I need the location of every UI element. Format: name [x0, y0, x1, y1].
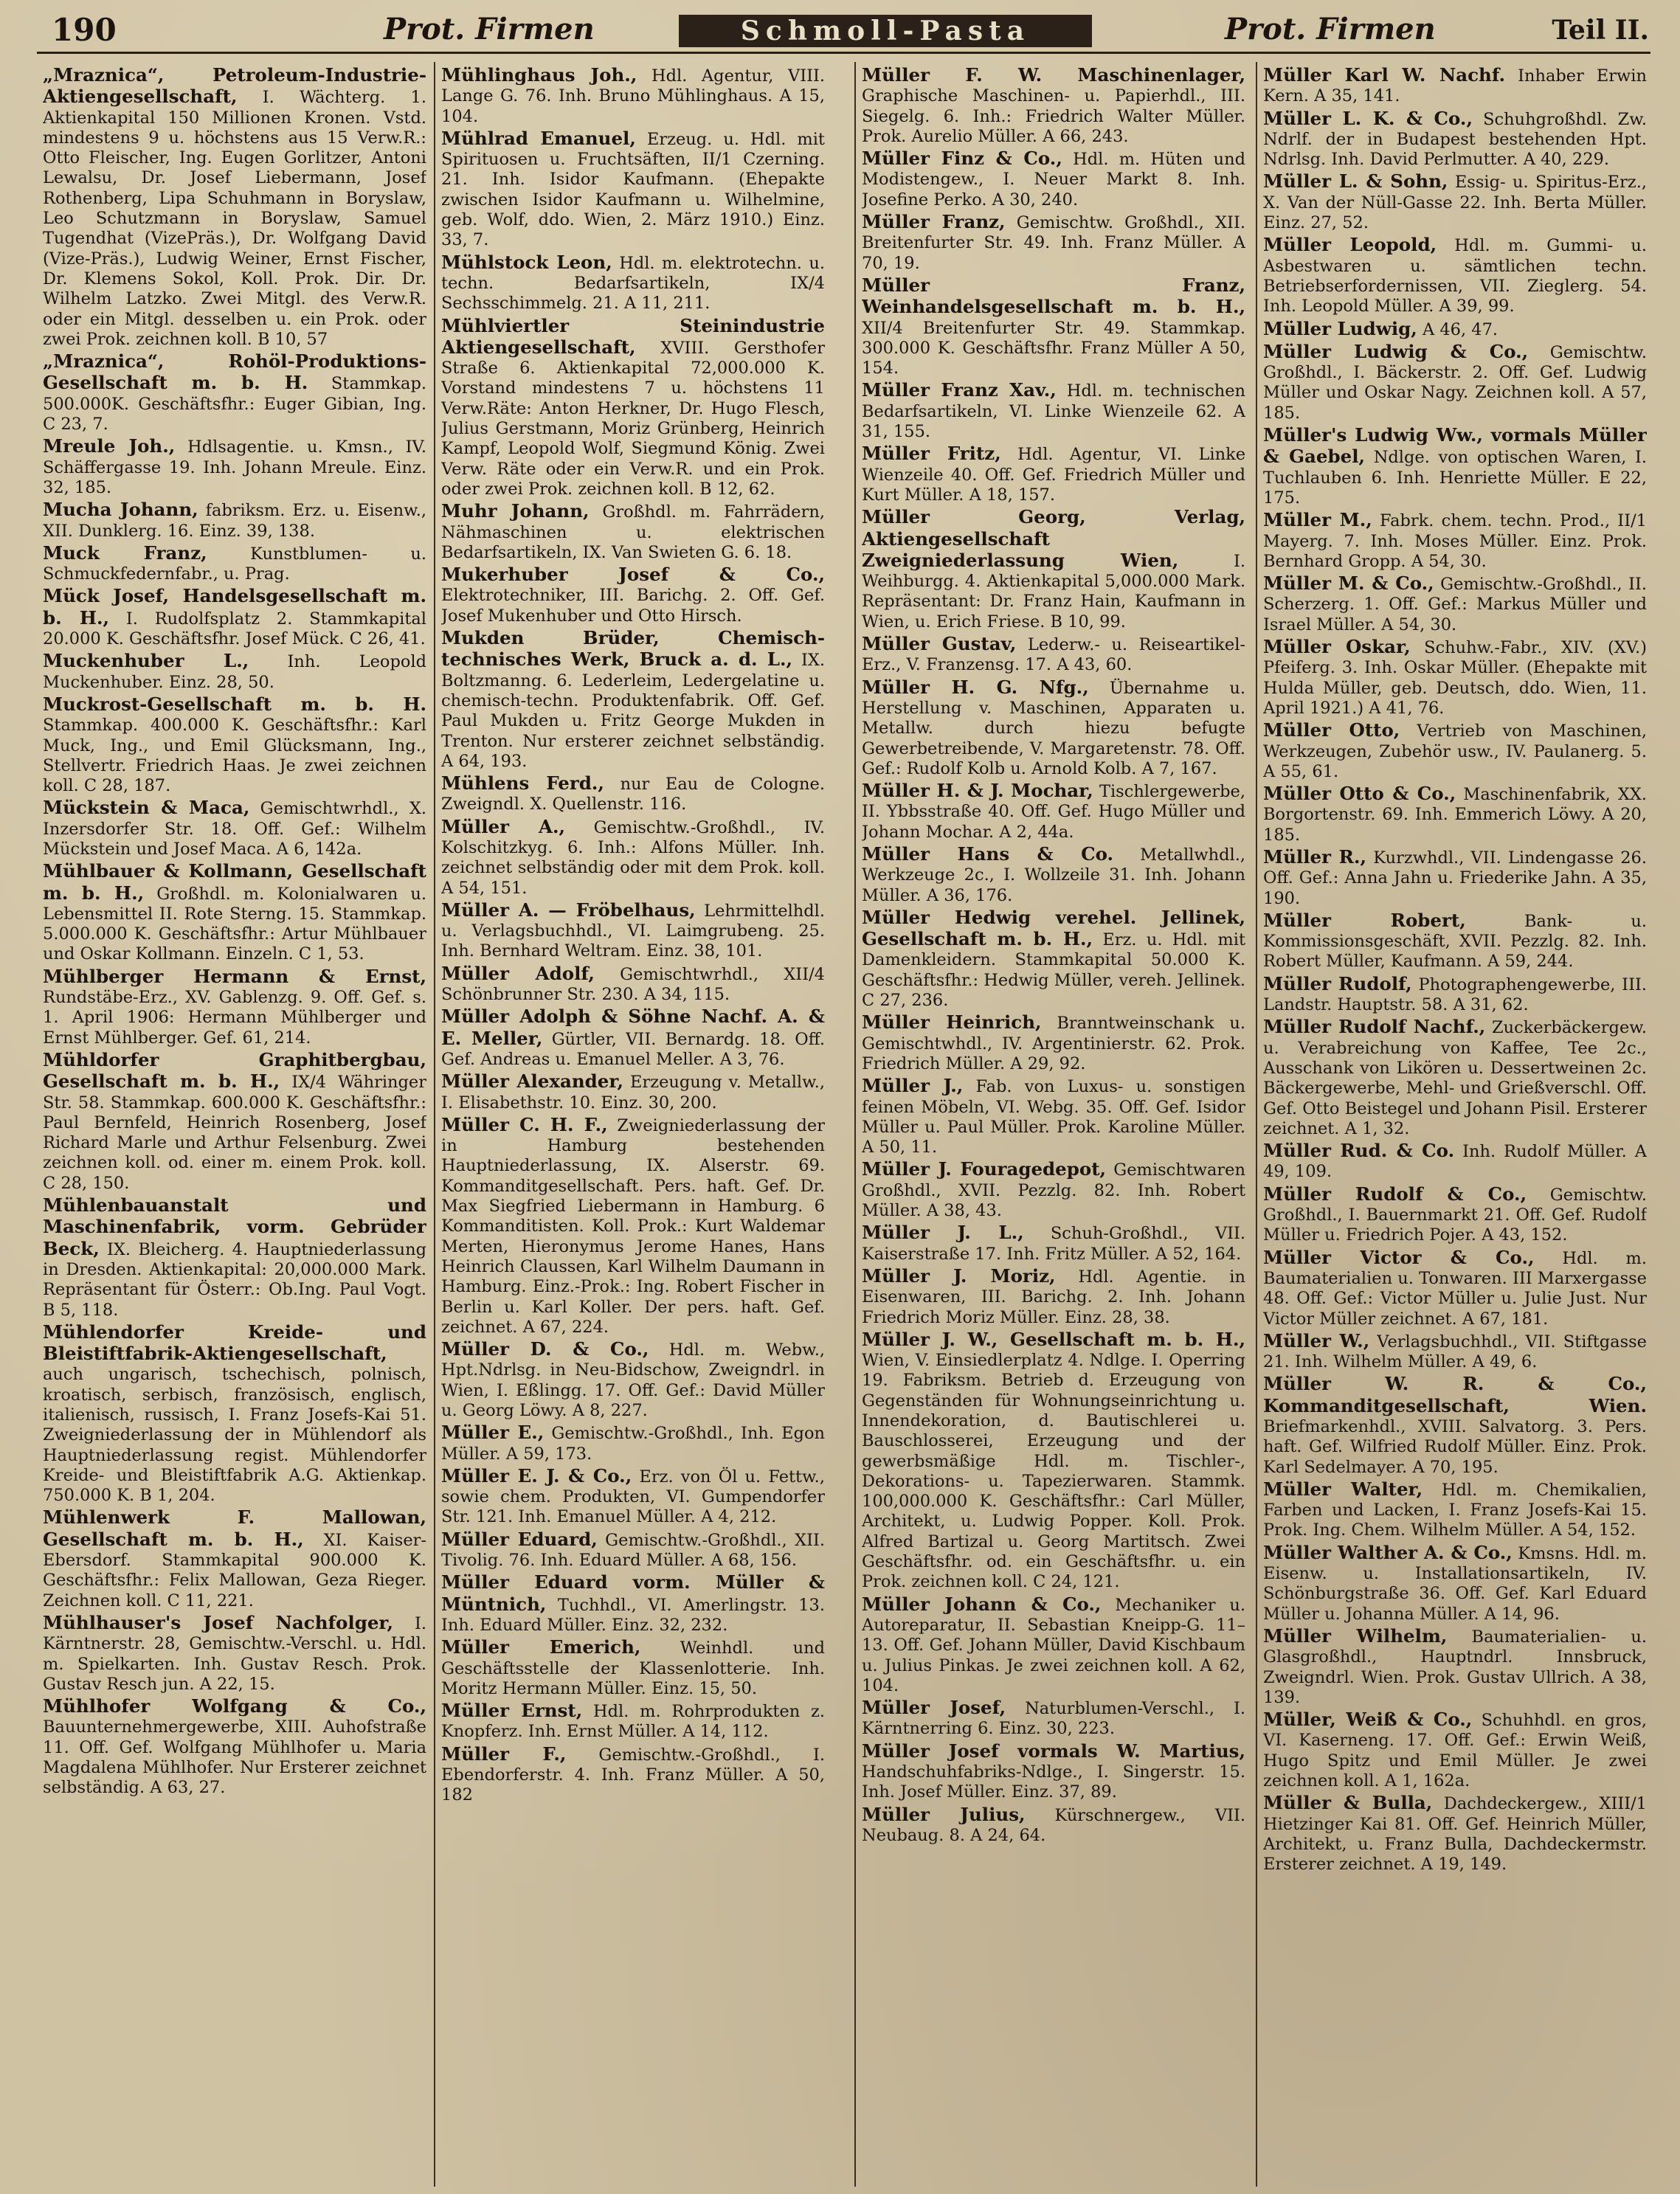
directory-entry: [441, 1422, 825, 1464]
directory-entry: [441, 65, 825, 127]
firm-name: Mucha Johann,: [43, 499, 198, 521]
firm-details: fabriksm. Erz. u. Eisenw., XII. Dunklerg. 16. Einz. 39, 138.: [43, 501, 426, 541]
directory-entry: [441, 900, 825, 962]
firm-details: Verlagsbuchhdl., VII. Stiftgasse 21. Inh. Wilhelm Müller. A 49, 6.: [1263, 1332, 1647, 1372]
firm-name: Müller Franz,: [862, 211, 1006, 233]
directory-entry: [43, 1195, 426, 1321]
directory-entry: [1263, 1017, 1647, 1139]
firm-details: Photographengewerbe, III. Landstr. Hauptstr. 58. A 31, 62.: [1263, 975, 1647, 1015]
directory-entry: [43, 1696, 426, 1798]
firm-name: Müller Ludwig & Co.,: [1263, 340, 1529, 362]
firm-name: Müller, Weiß & Co.,: [1263, 1709, 1473, 1731]
firm-details: Erz. u. Hdl. mit Damenkleidern. Stammkapital 50.000 K. Geschäftsfhr.: Hedwig Müller, vereh. Jellinek. C 27, 236.: [862, 930, 1245, 1011]
page-number: 190: [52, 12, 117, 48]
directory-column-3: [862, 65, 1245, 2181]
firm-details: Tuchhdl., VI. Amerlingstr. 13. Inh. Eduard Müller. Einz. 32, 232.: [441, 1595, 825, 1635]
firm-details: Gemischtw.-Großhdl., IV. Kolschitzkyg. 6. Inh.: Alfons Müller. Inh. zeichnet selbständig oder mit dem Prok. koll. A 54, 151.: [441, 817, 825, 898]
firm-details: Hdl. m. Chemikalien, Farben und Lacken, I. Franz Josefs-Kai 15. Prok. Ing. Chem. Wilhelm Müller. A 54, 152.: [1263, 1480, 1647, 1540]
directory-entry: [862, 1012, 1245, 1074]
firm-details: nur Eau de Cologne. Zweigndl. X. Quellenstr. 116.: [441, 775, 825, 814]
directory-entry: [862, 1222, 1245, 1264]
firm-name: Mühlberger Hermann & Ernst,: [43, 965, 426, 987]
directory-entry: [441, 252, 825, 314]
directory-entry: [1263, 974, 1647, 1016]
firm-name: Müller J. Moriz,: [862, 1264, 1056, 1287]
directory-entry: [1263, 1184, 1647, 1246]
firm-details: Kmsns. Hdl. m. Eisenw. u. Installationsartikeln, IV. Schönburgstraße 36. Off. Gef. Karl Eduard Müller u. Johanna Müller. A 14, 96.: [1263, 1543, 1647, 1624]
firm-name: Müller Karl W. Nachf.: [1263, 65, 1506, 86]
firm-details: Hdl. Agentur, VIII. Lange G. 76. Inh. Bruno Mühlinghaus. A 15, 104.: [441, 66, 825, 126]
firm-name: Müller Leopold,: [1263, 234, 1437, 256]
directory-entry: [441, 1572, 825, 1636]
firm-details: Kunstblumen- u. Schmuckfedernfabr., u. Prag.: [43, 544, 426, 584]
directory-entry: [1263, 235, 1647, 316]
firm-name: Mück Josef, Handelsgesellschaft m. b. H.,: [43, 585, 426, 629]
firm-details: Schuhgroßhdl. Zw. Ndrlf. der in Budapest bestehenden Hpt. Ndrlsg. Inh. David Perlmutter. A 40, 229.: [1263, 109, 1647, 170]
firm-name: Muckrost-Gesellschaft m. b. H.: [43, 693, 426, 715]
directory-entry: [1263, 1247, 1647, 1329]
firm-name: Mühlrad Emanuel,: [441, 127, 636, 149]
header-left-title: Prot. Firmen: [384, 12, 595, 46]
firm-details: A 46, 47.: [1422, 319, 1498, 339]
directory-entry: [1263, 573, 1647, 635]
firm-name: Müller Ludwig,: [1263, 317, 1417, 339]
firm-details: XI. Kaiser-Ebersdorf. Stammkapital 900.000 K. Geschäftsfhr.: Felix Mallowan, Geza Rieger. Zeichnen koll. C 11, 221.: [43, 1530, 426, 1610]
firm-details: Stammkap. 500.000K. Geschäftsfhr.: Euger Gibian, Ing. C 23, 7.: [43, 374, 426, 435]
firm-details: Bauunternehmergewerbe, XIII. Auhofstraße 11. Off. Gef. Wolfgang Mühlhofer u. Maria Magdalena Mühlhofer. Nur Ersterer zeichnet selbständig. A 63, 27.: [43, 1717, 426, 1798]
firm-name: Müller H. & J. Mochar,: [862, 780, 1093, 802]
directory-entry: [1263, 910, 1647, 972]
directory-entry: [862, 1329, 1245, 1593]
firm-details: Branntweinschank u. Gemischtwhdl., IV. Argentinierstr. 62. Prok. Friedrich Müller. A 29, 92.: [862, 1014, 1245, 1073]
firm-name: Mühlinghaus Joh.,: [441, 65, 637, 86]
firm-name: Müller Franz Xav.,: [862, 379, 1057, 401]
directory-entry: [862, 1741, 1245, 1803]
directory-entry: [441, 1339, 825, 1421]
directory-entry: [43, 586, 426, 649]
firm-name: Müller Emerich,: [441, 1636, 641, 1658]
firm-details: Wien, V. Einsiedlerplatz 4. Ndlge. I. Operring 19. Fabriksm. Betrieb d. Erzeugung von Gegenständen für Wohnungseinrichtung u. Innendekoration, d. Bautischlerei u. Bauschlosserei, Erzeugung und der gewerbsmäßige Hdl. m. Tischler-, Dekorations- u. Tapezierwaren. Stammk. 100,000.000 K. Geschäftsfhr.: Carl Müller, Architekt, u. Ludwig Popper. Koll. Prok. Alfred Bartizal u. Georg Martitsch. Zwei Geschäftsfhr. od. ein Geschäftsfhr. u. ein Prok. zeichnen koll. C 24, 121.: [862, 1351, 1245, 1592]
firm-name: Müller Georg, Verlag, Aktiengesellschaft Zweigniederlassung Wien,: [862, 506, 1245, 571]
firm-name: Müller J. L.,: [862, 1222, 1024, 1244]
firm-details: IX. Boltzmanng. 6. Lederleim, Ledergelatine u. chemisch-techn. Produktenfabrik. Off. Gef. Paul Mukden u. Fritz George Mukden in Trenton. Nur ersterer zeichnet selbständig. A 64, 193.: [441, 651, 825, 771]
column-divider: [434, 62, 435, 2187]
firm-name: Mühlendorfer Kreide- und Bleistiftfabrik-Aktiengesellschaft,: [43, 1321, 426, 1365]
directory-entry: [43, 351, 426, 435]
directory-entry: [441, 1071, 825, 1113]
firm-details: Gemischtw.-Großhdl., Inh. Egon Müller. A 59, 173.: [441, 1424, 825, 1464]
firm-details: Tischlergewerbe, II. Ybbsstraße 40. Off. Gef. Hugo Müller und Johann Mochar. A 2, 44a.: [862, 782, 1245, 842]
directory-entry: [441, 1637, 825, 1699]
firm-name: „Mraznica“, Petroleum-Industrie-Aktiengesellschaft,: [43, 65, 426, 108]
directory-entry: [43, 651, 426, 693]
firm-details: Gemischtwaren Großhdl., XVII. Pezzlg. 82. Inh. Robert Müller. A 38, 43.: [862, 1160, 1245, 1221]
firm-details: auch ungarisch, tschechisch, polnisch, kroatisch, serbisch, französisch, englisch, italienisch, russisch, I. Franz Josefs-Kai 51. Zweigniederlassung der in Mühlendorf als Hauptniederlassung regist. Mühlendorfer Kreide- und Bleistiftfabrik A.G. Aktienkap. 750.000 K. B 1, 204.: [43, 1365, 426, 1506]
firm-details: Großhdl. m. Kolonialwaren u. Lebensmittel II. Rote Sterng. 15. Stammkap. 5.000.000 K. Geschäftsfhr.: Artur Mühlbauer und Oskar Kollmann. Einzeln. C 1, 53.: [43, 884, 426, 964]
directory-entry: [1263, 1793, 1647, 1875]
firm-name: Müller Julius,: [862, 1803, 1026, 1825]
firm-name: Müller's Ludwig Ww., vormals Müller & Gaebel,: [1263, 424, 1647, 468]
firm-name: Müller J. W., Gesellschaft m. b. H.,: [862, 1328, 1245, 1350]
firm-name: Mühlbauer & Kollmann, Gesellschaft m. b. H.,: [43, 860, 426, 904]
directory-entry: [441, 128, 825, 251]
directory-column-2: [441, 65, 825, 2181]
firm-details: Schuhw.-Fabr., XIV. (XV.) Pfeiferg. 3. Inh. Oskar Müller. (Ehepakte mit Hulda Müller, geb. Deutsch, ddo. Wien, 11. April 1921.) A 41, 76.: [1263, 638, 1647, 718]
firm-name: Müller J.,: [862, 1075, 964, 1097]
firm-details: Hdl. m. Rohrprodukten z. Knopferz. Inh. Ernst Müller. A 14, 112.: [441, 1702, 825, 1742]
firm-details: Fabrk. chem. techn. Prod., II/1 Mayerg. 7. Inh. Moses Müller. Einz. Prok. Bernhard Gropp. A 54, 30.: [1263, 511, 1647, 571]
firm-name: Müller Gustav,: [862, 633, 1017, 655]
firm-name: Muck Franz,: [43, 541, 207, 564]
firm-name: Müller Otto,: [1263, 719, 1400, 741]
firm-details: Maschinenfabrik, XX. Borgortenstr. 69. Inh. Emmerich Löwy. A 20, 185.: [1263, 785, 1647, 845]
firm-details: Dachdeckergew., XIII/1 Hietzinger Kai 81. Off. Gef. Heinrich Müller, Architekt, u. Franz Bulla, Dachdeckermstr. Ersterer zeichnet. A 19, 149.: [1263, 1794, 1647, 1875]
firm-name: Müller F. W. Maschinenlager,: [862, 65, 1245, 86]
directory-entry: [43, 65, 426, 350]
directory-entry: [441, 501, 825, 563]
firm-name: Müller Robert,: [1263, 909, 1466, 931]
directory-entry: [862, 1698, 1245, 1740]
firm-details: Hdl. m. Baumaterialien u. Tonwaren. III Marxergasse 48. Off. Gef.: Victor Müller u. Julie Just. Nur Victor Müller zeichnet. A 67, 181.: [1263, 1248, 1647, 1329]
directory-entry: [862, 677, 1245, 779]
firm-name: Müller W.,: [1263, 1329, 1370, 1352]
firm-name: Müller Alexander,: [441, 1070, 624, 1093]
firm-name: Müller L. & Sohn,: [1263, 170, 1448, 193]
firm-name: Müller M.,: [1263, 509, 1372, 531]
firm-details: Gemischtwrhdl., X. Inzersdorfer Str. 18. Off. Gef.: Wilhelm Mückstein und Josef Maca. A 6, 142a.: [43, 799, 426, 859]
firm-name: Müller M. & Co.,: [1263, 572, 1434, 595]
firm-details: Hdl. m. Hüten und Modistengew., I. Neuer Markt 8. Inh. Josefine Perko. A 30, 240.: [862, 150, 1245, 210]
firm-name: „Mraznica“, Rohöl-Produktions-Gesellschaft m. b. H.: [43, 350, 426, 394]
directory-entry: [43, 966, 426, 1048]
directory-entry: [862, 443, 1245, 505]
firm-name: Müller A. — Fröbelhaus,: [441, 899, 696, 921]
firm-details: Großhdl. m. Fahrrädern, Nähmaschinen u. elektrischen Bedarfsartikeln, IX. Van Swieten G. 6. 18.: [441, 502, 825, 562]
firm-details: Gemischtw. Großhdl., I. Bäckerstr. 2. Off. Gef. Ludwig Müller und Oskar Nagy. Zeichnen koll. A 57, 185.: [1263, 342, 1647, 423]
firm-name: Müller Johann & Co.,: [862, 1593, 1102, 1615]
directory-entry: [43, 1507, 426, 1610]
directory-entry: [862, 275, 1245, 378]
firm-name: Müller W. R. & Co., Kommanditgesellschaft, Wien.: [1263, 1373, 1647, 1416]
firm-details: Übernahme u. Herstellung v. Maschinen, Apparaten u. Metallw. durch hiezu befugte Gewerbetreibende, V. Margaretenstr. 78. Off. Gef.: Rudolf Kolb u. Arnold Kolb. A 7, 167.: [862, 678, 1245, 778]
directory-entry: [1263, 510, 1647, 572]
firm-name: Müller E. J. & Co.,: [441, 1464, 632, 1487]
firm-details: Inh. Leopold Muckenhuber. Einz. 28, 50.: [43, 652, 426, 692]
firm-details: Erzeugung v. Metallw., I. Elisabethstr. 10. Einz. 30, 200.: [441, 1073, 825, 1112]
firm-name: Müller J. Fouragedepot,: [862, 1158, 1107, 1180]
firm-name: Mreule Joh.,: [43, 435, 176, 457]
directory-entry: [862, 148, 1245, 210]
firm-details: I. Weihburgg. 4. Aktienkapital 5,000.000 Mark. Repräsentant: Dr. Franz Hain, Kaufmann in Wien, u. Erich Friese. B 10, 99.: [862, 551, 1245, 631]
directory-entry: [1263, 637, 1647, 719]
firm-details: Briefmarkenhdl., XVIII. Salvatorg. 3. Pers. haft. Gef. Wilfried Rudolf Müller. Einz. Prok. Karl Sedelmayer. A 70, 195.: [1263, 1417, 1647, 1477]
directory-entry: [862, 380, 1245, 442]
firm-name: Müller Hans & Co.: [862, 842, 1114, 865]
directory-entry: [862, 844, 1245, 906]
directory-entry: [1263, 108, 1647, 170]
header-part-label: Teil II.: [1552, 15, 1649, 46]
directory-entry: [1263, 1479, 1647, 1541]
directory-entry: [1263, 1709, 1647, 1791]
firm-name: Mühlviertler Steinindustrie Aktiengesellschaft,: [441, 314, 825, 358]
directory-entry: [441, 817, 825, 899]
firm-details: I. Wächterg. 1. Aktienkapital 150 Millionen Kronen. Vstd. mindestens 9 u. höchstens aus 15 Verw.R.: Otto Fleischer, Ing. Eugen Gorlitzer, Antoni Lewalsu, Dr. Josef Liebermann, Josef Rothenberg, Lipa Schuhmann in Boryslaw, Leo Schutzmann in Boryslaw, Samuel Tugendhat (VizePräs.), Dr. Wolfgang David (Vize-Präs.), Ludwig Weiner, Ernst Fischer, Dr. Klemens Sokol, Koll. Prok. Dir. Dr. Wilhelm Latzko. Zwei Mitgl. des Verw.R. oder ein Mitgl. desselben u. ein Prok. oder zwei Prok. zeichnen koll. B 10, 57: [43, 88, 426, 349]
directory-entry: [441, 1529, 825, 1571]
directory-entry: [43, 1322, 426, 1506]
firm-name: Müller Fritz,: [862, 443, 1001, 465]
firm-details: Naturblumen-Verschl., I. Kärntnerring 6. Einz. 30, 223.: [862, 1699, 1245, 1739]
directory-entry: [1263, 1543, 1647, 1624]
firm-name: Müller Wilhelm,: [1263, 1624, 1448, 1647]
firm-details: Rundstäbe-Erz., XV. Gablenzg. 9. Off. Gef. s. 1. April 1906: Hermann Mühlberger und Ernst Mühlberger. Gef. 61, 214.: [43, 988, 426, 1048]
firm-details: Hdl. m. Gummi- u. Asbestwaren u. sämtlichen techn. Betriebserfordernissen, VII. Zieglerg. 54. Inh. Leopold Müller. A 39, 99.: [1263, 236, 1647, 316]
directory-entry: [441, 628, 825, 772]
firm-details: Zweigniederlassung der in Hamburg bestehenden Hauptniederlassung, IX. Alserstr. 69. Kommanditgesellschaft. Pers. haft. Gef. Dr. Max Siegfried Liebermann in Hamburg. 6 Kommanditisten. Koll. Prok.: Kurt Waldemar Merten, Hieronymus Jerome Hanes, Hans Heinrich Claussen, Karl Wilhelm Daumann in Hamburg. Einz.-Prok.: Ing. Robert Fischer in Berlin u. Karl Koller. Der pers. haft. Gef. zeichnet. A 67, 224.: [441, 1115, 825, 1337]
firm-details: Fab. von Luxus- u. sonstigen feinen Möbeln, VI. Webg. 35. Off. Gef. Isidor Müller u. Paul Müller. Prok. Karoline Müller. A 50, 11.: [862, 1077, 1245, 1157]
firm-name: Müller Adolph & Söhne Nachf. A. & E. Meller,: [441, 1006, 825, 1049]
firm-details: IX. Bleicherg. 4. Hauptniederlassung in Dresden. Aktienkapital: 20,000.000 Mark. Repräsentant für Österr.: Ob.Ing. Paul Vogt. B 5, 118.: [43, 1239, 426, 1320]
firm-name: Müller Hedwig verehel. Jellinek, Gesellschaft m. b. H.,: [862, 906, 1245, 950]
firm-name: Müller L. K. & Co.,: [1263, 107, 1473, 129]
firm-details: Hdl. m. technischen Bedarfsartikeln, VI. Linke Wienzeile 62. A 31, 155.: [862, 381, 1245, 442]
directory-entry: [441, 963, 825, 1006]
directory-entry: [441, 1466, 825, 1528]
directory-entry: [1263, 1331, 1647, 1373]
firm-details: Hdl. m. Webw., Hpt.Ndrlsg. in Neu-Bidschow, Zweigndrl. in Wien, I. Eßlingg. 17. Off. Gef.: David Müller u. Georg Löwy. A 8, 227.: [441, 1340, 825, 1420]
firm-name: Mühlens Ferd.,: [441, 772, 604, 795]
directory-entry: [43, 1613, 426, 1695]
directory-entry: [441, 773, 825, 815]
column-divider: [1256, 62, 1257, 2187]
column-divider: [854, 62, 856, 2187]
firm-details: Gemischtw. Großhdl., XII. Breitenfurter Str. 49. Inh. Franz Müller. A 70, 19.: [862, 213, 1245, 273]
firm-details: Lehrmittelhdl. u. Verlagsbuchhdl., VI. Laimgrubeng. 25. Inh. Bernhard Weltram. Einz. 38, 101.: [441, 901, 825, 961]
directory-entry: [1263, 783, 1647, 845]
firm-name: Müller H. G. Nfg.,: [862, 676, 1089, 698]
firm-details: I. Rudolfsplatz 2. Stammkapital 20.000 K. Geschäftsfhr. Josef Mück. C 26, 41.: [43, 609, 426, 649]
firm-name: Müller Oskar,: [1263, 636, 1411, 658]
firm-name: Müller Eduard vorm. Müller & Müntnich,: [441, 1571, 825, 1615]
firm-details: Gürtler, VII. Bernardg. 18. Off. Gef. Andreas u. Emanuel Meller. A 3, 76.: [441, 1029, 825, 1069]
firm-details: Zuckerbäckergew. u. Verabreichung von Kaffee, Tee 2c., Ausschank von Likören u. Dessertweinen 2c. Bäckergewerbe, Mehl- und Grießverschl. Off. Gef. Otto Beistegel und Johann Pisil. Ersterer zeichnet. A 1, 32.: [1263, 1018, 1647, 1138]
firm-name: Müller C. H. F.,: [441, 1113, 608, 1135]
firm-details: XII/4 Breitenfurter Str. 49. Stammkap. 300.000 K. Geschäftsfhr. Franz Müller A 50, 154.: [862, 318, 1245, 378]
firm-name: Müller Rudolf & Co.,: [1263, 1183, 1527, 1205]
firm-details: Metallwhdl., Werkzeuge 2c., I. Wollzeile 31. Inh. Johann Müller. A 36, 176.: [862, 845, 1245, 905]
directory-entry: [862, 65, 1245, 147]
firm-details: I. Kärntnerstr. 28, Gemischtw.-Verschl. u. Hdl. m. Spielkarten. Inh. Gustav Resch. Prok. Gustav Resch jun. A 22, 15.: [43, 1613, 426, 1694]
firm-details: Mechaniker u. Autoreparatur, II. Sebastian Kneipp-G. 11–13. Off. Gef. Johann Müller, David Kischbaum u. Julius Pinkas. Je zwei zeichnen koll. A 62, 104.: [862, 1595, 1245, 1695]
directory-entry: [43, 499, 426, 541]
directory-entry: [43, 797, 426, 859]
firm-details: XVIII. Gersthofer Straße 6. Aktienkapital 72,000.000 K. Vorstand mindestens 7 u. höchstens 11 Verw.Räte: Anton Herkner, Dr. Hugo Flesch, Julius Gerstmann, Moriz Grünberg, Heinrich Kampf, Leopold Wolf, Siegmund König. Zwei Verw. Räte oder ein Verw.R. und ein Prok. oder zwei Prok. zeichnen koll. B 12, 62.: [441, 338, 825, 499]
firm-name: Mühlhauser's Josef Nachfolger,: [43, 1611, 394, 1633]
firm-details: Vertrieb von Maschinen, Werkzeugen, Zubehör usw., IV. Paulanerg. 5. A 55, 61.: [1263, 721, 1647, 781]
firm-name: Müller Victor & Co.,: [1263, 1246, 1535, 1268]
directory-entry: [1263, 65, 1647, 107]
directory-entry: [1263, 319, 1647, 340]
directory-entry: [862, 1159, 1245, 1221]
directory-entry: [441, 1115, 825, 1337]
directory-entry: [43, 543, 426, 585]
firm-name: Müller Rudolf Nachf.,: [1263, 1016, 1486, 1038]
firm-details: Gemischtwrhdl., XII/4 Schönbrunner Str. 230. A 34, 115.: [441, 964, 825, 1005]
firm-name: Müller R.,: [1263, 845, 1367, 868]
firm-details: Gemischtw.-Großhdl., II. Scherzerg. 1. Off. Gef.: Markus Müller und Israel Müller. A 54, 30.: [1263, 575, 1647, 634]
directory-entry: [1263, 1626, 1647, 1708]
firm-details: Stammkap. 400.000 K. Geschäftsfhr.: Karl Muck, Ing., und Emil Glücksmann, Ing., Stellvertr. Friedrich Haas. Je zwei zeichnen koll. C 28, 187.: [43, 716, 426, 796]
firm-details: Gemischtw. Großhdl., I. Bauernmarkt 21. Off. Gef. Rudolf Müller u. Friedrich Pojer. A 43, 152.: [1263, 1185, 1647, 1245]
firm-name: Müller Eduard,: [441, 1528, 598, 1550]
directory-entry: [43, 694, 426, 796]
directory-entry: [43, 861, 426, 964]
directory-entry: [1263, 720, 1647, 782]
firm-name: Müller Ernst,: [441, 1700, 583, 1722]
firm-name: Müller E.,: [441, 1422, 545, 1444]
firm-details: Schuh-Großhdl., VII. Kaiserstraße 17. Inh. Fritz Müller. A 52, 164.: [862, 1224, 1245, 1264]
firm-name: Mühldorfer Graphitbergbau, Gesellschaft m. b. H.,: [43, 1048, 426, 1093]
firm-details: Bank- u. Kommissionsgeschäft, XVII. Pezzlg. 82. Inh. Robert Müller, Kaufmann. A 59, 244.: [1263, 911, 1647, 972]
directory-column-4: [1263, 65, 1647, 2181]
directory-entry: [862, 1594, 1245, 1696]
firm-name: Müller Walther A. & Co.,: [1263, 1541, 1513, 1563]
firm-details: Kürschnergew., VII. Neubaug. 8. A 24, 64.: [862, 1805, 1245, 1845]
firm-details: Hdl. Agentur, VI. Linke Wienzeile 40. Off. Gef. Friedrich Müller und Kurt Müller. A 18, 157.: [862, 445, 1245, 505]
directory-entry: [43, 1050, 426, 1194]
directory-column-1: [43, 65, 426, 2181]
firm-details: Ndlge. von optischen Waren, I. Tuchlauben 6. Inh. Henriette Müller. E 22, 175.: [1263, 448, 1647, 508]
firm-name: Müller Josef,: [862, 1697, 1006, 1719]
directory-entry: [862, 1266, 1245, 1328]
firm-name: Mühlenbauanstalt und Maschinenfabrik, vorm. Gebrüder Beck,: [43, 1194, 426, 1259]
firm-name: Mukden Brüder, Chemisch-technisches Werk, Bruck a. d. L.,: [441, 627, 825, 671]
firm-name: Müller Heinrich,: [862, 1011, 1042, 1034]
firm-details: Erz. von Öl u. Fettw., sowie chem. Produkten, VI. Gumpendorfer Str. 121. Inh. Emanuel Müller. A 4, 212.: [441, 1467, 825, 1527]
directory-entry: [1263, 1374, 1647, 1477]
directory-entry: [1263, 171, 1647, 233]
firm-name: Mühlhofer Wolfgang & Co.,: [43, 1695, 426, 1717]
firm-name: Müller Rud. & Co.: [1263, 1140, 1455, 1162]
firm-name: Mückstein & Maca,: [43, 797, 250, 819]
directory-entry: [43, 436, 426, 498]
directory-entry: [1263, 1141, 1647, 1183]
firm-name: Müller Franz, Weinhandelsgesellschaft m. b. H.,: [862, 274, 1245, 318]
directory-entry: [441, 1744, 825, 1806]
firm-details: Elektrotechniker, III. Barichg. 2. Off. Gef. Josef Mukenhuber und Otto Hirsch.: [441, 586, 825, 626]
firm-name: Muhr Johann,: [441, 500, 590, 522]
page-header: [37, 7, 1650, 54]
firm-name: Müller D. & Co.,: [441, 1338, 649, 1360]
firm-name: Muckenhuber L.,: [43, 650, 249, 672]
directory-entry: [862, 1076, 1245, 1157]
firm-name: Müller & Bulla,: [1263, 1792, 1433, 1814]
firm-details: Graphische Maschinen- u. Papierhdl., III. Siegelg. 6. Inh.: Friedrich Walter Müller. Prok. Aurelio Müller. A 66, 243.: [862, 86, 1245, 146]
directory-entry: [1263, 425, 1647, 508]
directory-entry: [862, 907, 1245, 1011]
directory-entry: [441, 316, 825, 500]
header-center-title: Schmoll-Pasta: [679, 15, 1092, 47]
header-right-title: Prot. Firmen: [1225, 12, 1436, 46]
firm-details: Inh. Rudolf Müller. A 49, 109.: [1263, 1142, 1647, 1182]
firm-details: Essig- u. Spiritus-Erz., X. Van der Nüll-Gasse 22. Inh. Berta Müller. Einz. 27, 52.: [1263, 173, 1647, 233]
firm-details: Erzeug. u. Hdl. mit Spirituosen u. Fruchtsäften, II/1 Czerning. 21. Inh. Isidor Kaufmann. (Ehepakte zwischen Isidor Kaufmann u. Wilhelmine, geb. Wolf, ddo. Wien, 2. März 1910.) Einz. 33, 7.: [441, 129, 825, 250]
directory-entry: [441, 564, 825, 626]
directory-entry: [1263, 342, 1647, 423]
firm-details: Inhaber Erwin Kern. A 35, 141.: [1263, 66, 1647, 106]
directory-entry: [441, 1700, 825, 1743]
firm-details: Schuhhdl. en gros, VI. Kaserneng. 17. Off. Gef.: Erwin Weiß, Hugo Spitz und Emil Müller. Je zwei zeichnen koll. A 1, 162a.: [1263, 1711, 1647, 1791]
firm-details: Lederw.- u. Reiseartikel-Erz., V. Franzensg. 17. A 43, 60.: [862, 635, 1245, 675]
firm-name: Mühlenwerk F. Mallowan, Gesellschaft m. b. H.,: [43, 1506, 426, 1550]
firm-details: Gemischtw.-Großhdl., XII. Tivolig. 76. Inh. Eduard Müller. A 68, 156.: [441, 1530, 825, 1571]
firm-details: Baumaterialien- u. Glasgroßhdl., Hauptndrl. Innsbruck, Zweigndrl. Wien. Prok. Gustav Ullrich. A 38, 139.: [1263, 1627, 1647, 1707]
directory-entry: [441, 1006, 825, 1070]
firm-name: Müller Adolf,: [441, 962, 595, 984]
firm-name: Müller Rudolf,: [1263, 972, 1412, 994]
firm-name: Müller Finz & Co.,: [862, 148, 1062, 170]
firm-name: Müller Josef vormals W. Martius,: [862, 1740, 1245, 1762]
firm-name: Müller Walter,: [1263, 1478, 1423, 1500]
firm-details: Weinhdl. und Geschäftsstelle der Klassenlotterie. Inh. Moritz Hermann Müller. Einz. 15, 50.: [441, 1638, 825, 1698]
directory-entry: [862, 507, 1245, 632]
directory-entry: [862, 1804, 1245, 1847]
firm-details: Kurzwhdl., VII. Lindengasse 26. Off. Gef.: Anna Jahn u. Friederike Jahn. A 35, 190.: [1263, 848, 1647, 908]
firm-name: Müller A.,: [441, 815, 566, 837]
firm-details: Hdl. m. elektrotechn. u. techn. Bedarfsartikeln, IX/4 Sechsschimmelg. 21. A 11, 211.: [441, 253, 825, 314]
firm-name: Müller F.,: [441, 1743, 567, 1765]
firm-details: Hdlsagentie. u. Kmsn., IV. Schäffergasse 19. Inh. Johann Mreule. Einz. 32, 185.: [43, 437, 426, 497]
firm-details: Handschuhfabriks-Ndlge., I. Singerstr. 15. Inh. Josef Müller. Einz. 37, 89.: [862, 1762, 1245, 1802]
directory-entry: [862, 212, 1245, 274]
firm-name: Mukerhuber Josef & Co.,: [441, 564, 825, 586]
firm-name: Mühlstock Leon,: [441, 251, 612, 273]
firm-details: Gemischtw.-Großhdl., I. Ebendorferstr. 4. Inh. Franz Müller. A 50, 182: [441, 1745, 825, 1805]
directory-entry: [862, 781, 1245, 842]
firm-details: IX/4 Währinger Str. 58. Stammkap. 600.000 K. Geschäftsfhr.: Paul Bernfeld, Heinrich Rosenberg, Josef Richard Marle und Arthur Felsenburg. Zwei zeichnen koll. od. einer m. einem Prok. koll. C 28, 150.: [43, 1073, 426, 1193]
directory-entry: [1263, 847, 1647, 909]
firm-name: Müller Otto & Co.,: [1263, 783, 1456, 805]
firm-details: Hdl. Agentie. in Eisenwaren, III. Barichg. 2. Inh. Johann Friedrich Moriz Müller. Einz. 28, 38.: [862, 1267, 1245, 1327]
directory-entry: [862, 634, 1245, 676]
